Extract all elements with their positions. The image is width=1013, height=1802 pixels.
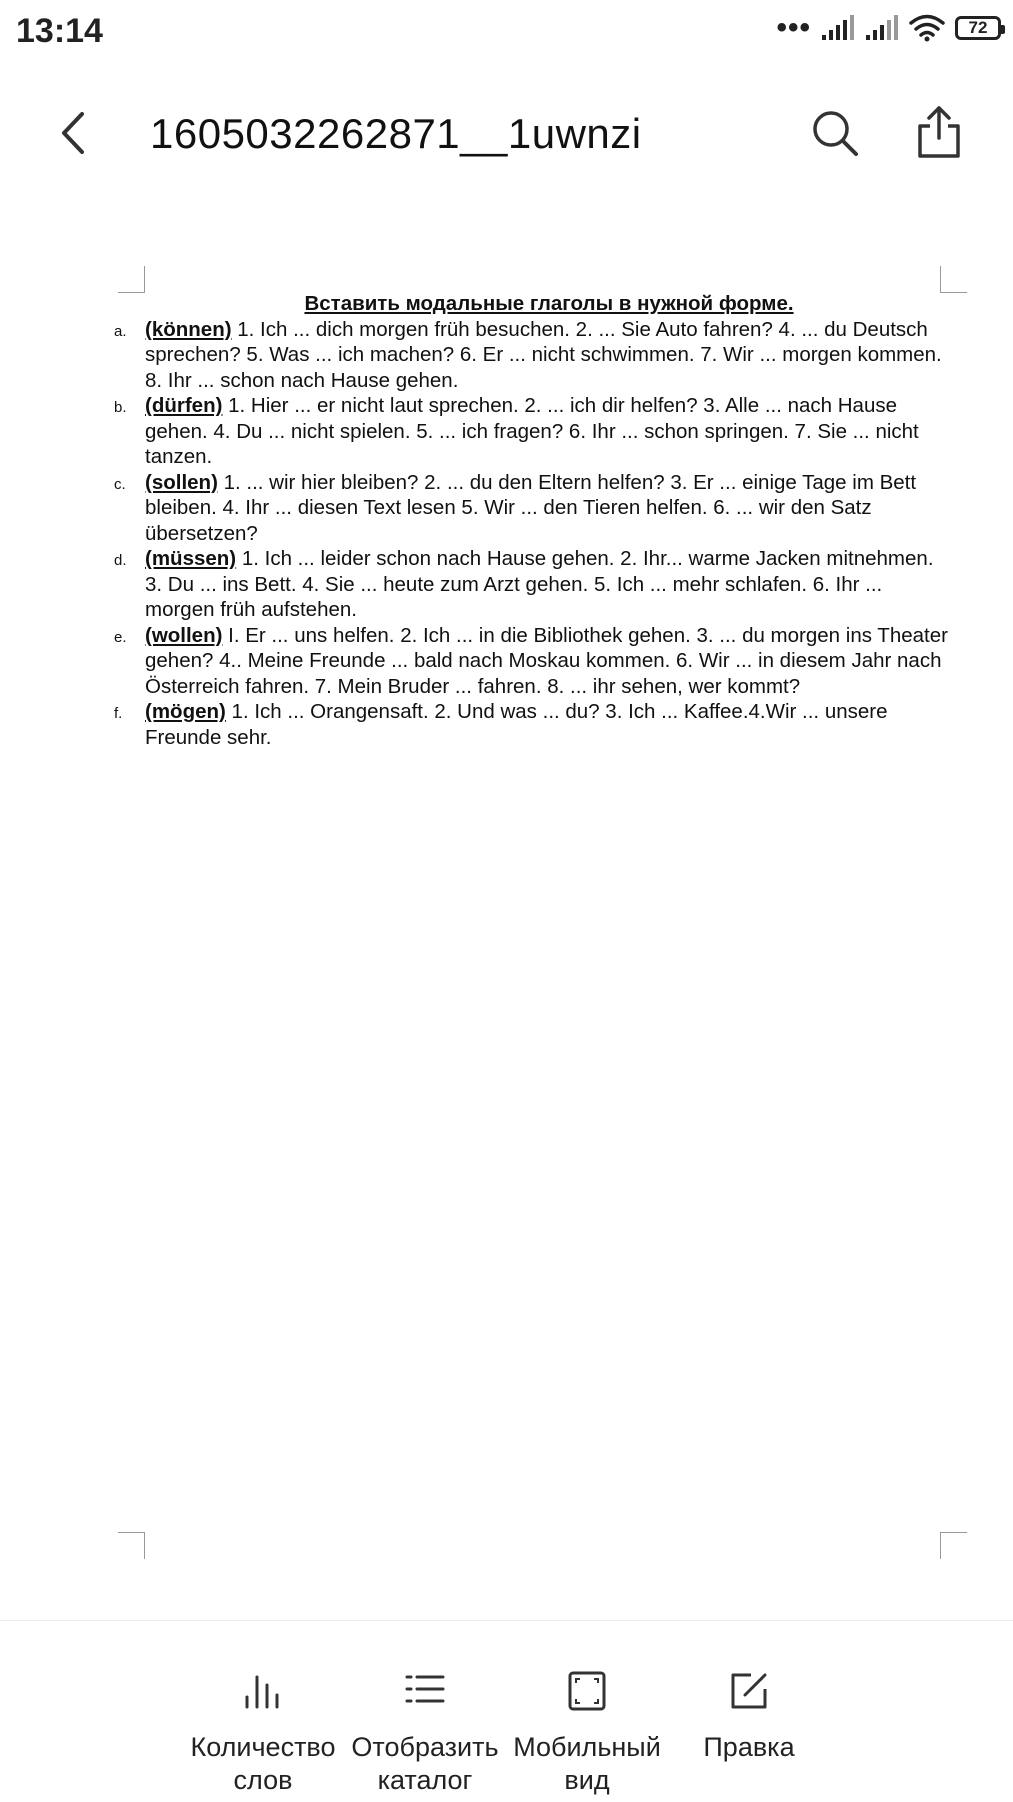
status-dots: ••• [776,11,811,44]
catalog-label: Отобразить каталог [351,1732,499,1795]
exercise-verb: (können) [145,317,232,341]
status-bar [0,0,1013,64]
exercise-marker: e. [114,628,127,646]
battery-icon: 72 [955,16,1001,40]
exercise-item [110,699,950,750]
page-corner-top-left [118,266,145,293]
edit-label: Правка [703,1732,795,1762]
exercise-item [110,470,950,547]
edit-icon [727,1669,771,1713]
page-corner-bottom-left [118,1532,145,1559]
wifi-icon [909,14,945,42]
document-page [110,291,950,750]
share-button[interactable] [912,104,966,162]
word-count-icon [241,1669,285,1713]
exercise-item [110,393,950,470]
exercise-marker: c. [114,475,126,493]
word-count-label: Количество слов [190,1732,336,1795]
search-button[interactable] [808,106,862,160]
status-icons [776,11,1001,44]
exercise-list [110,317,950,751]
page-corner-top-right [940,266,967,293]
exercise-text: 1. ... wir hier bleiben? 2. ... du den Eltern helfen? 3. Er ... einige Tage im Bett bleiben. 4. Ihr ... diesen Text lesen 5. Wir ... den Tieren helfen. 6. ... wir den Satz übersetzen? [145,470,917,545]
exercise-marker: d. [114,552,127,569]
exercise-text: 1. Ich ... dich morgen früh besuchen. 2. ... Sie Auto fahren? 4. ... du Deutsch sprechen? 5. Was ... ich machen? 6. Er ... nicht schwimmen. 7. Wir ... morgen kommen. 8. Ihr ... schon nach Hause gehen. [145,317,942,392]
mobile-view-button[interactable] [502,1621,672,1797]
exercise-item [110,317,950,394]
exercise-text: 1. Hier ... er nicht laut sprechen. 2. ... ich dir helfen? 3. Alle ... nach Hause gehen. 4. Du ... nicht spielen. 5. ... ich fragen? 6. Ihr ... schon springen. 7. Sie ... nicht tanzen. [145,394,919,468]
exercise-marker: b. [114,399,127,416]
status-time: 13:14 [16,12,103,50]
search-icon [808,106,862,160]
exercise-text: I. Er ... uns helfen. 2. Ich ... in die Bibliothek gehen. 3. ... du morgen ins Theater gehen? 4.. Meine Freunde ... bald nach Moskau kommen. 6. Wir ... in diesem Jahr nach Österreich fahren. 7. Mein Bruder ... fahren. 8. ... ihr sehen, wer kommt? [145,623,948,698]
word-count-button[interactable] [178,1621,348,1797]
exercise-verb: (sollen) [145,470,218,494]
share-icon [912,104,966,162]
exercise-text: 1. Ich ... Orangensaft. 2. Und was ... du? 3. Ich ... Kaffee.4.Wir ... unsere Freunde sehr. [145,700,888,749]
signal-1-icon [821,15,855,41]
exercise-item [110,546,950,623]
exercise-item [110,623,950,700]
bottom-toolbar [0,1620,1013,1802]
catalog-button[interactable] [340,1621,510,1797]
top-bar [0,90,1013,178]
document-heading: Вставить модальные глаголы в нужной форме. [304,292,794,315]
exercise-text: 1. Ich ... leider schon nach Hause gehen. 2. Ihr... warme Jacken mitnehmen. 3. Du ... ins Bett. 4. Sie ... heute zum Arzt gehen. 5. Ich ... mehr schlafen. 6. Ihr ... morgen früh aufstehen. [145,547,934,621]
edit-button[interactable] [664,1621,834,1764]
mobile-view-icon [565,1669,609,1713]
exercise-verb: (dürfen) [145,394,223,417]
list-icon [403,1669,447,1713]
file-title: 1605032262871__1uwnzi [150,110,642,157]
exercise-marker: a. [114,322,127,340]
signal-2-icon [865,15,899,41]
page-corner-bottom-right [940,1532,967,1559]
exercise-verb: (wollen) [145,623,223,647]
mobile-view-label: Мобильный вид [513,1732,661,1795]
back-arrow-icon [50,108,100,158]
exercise-verb: (müssen) [145,547,237,570]
exercise-marker: f. [114,705,123,722]
back-button[interactable] [50,108,100,158]
exercise-verb: (mögen) [145,700,226,723]
